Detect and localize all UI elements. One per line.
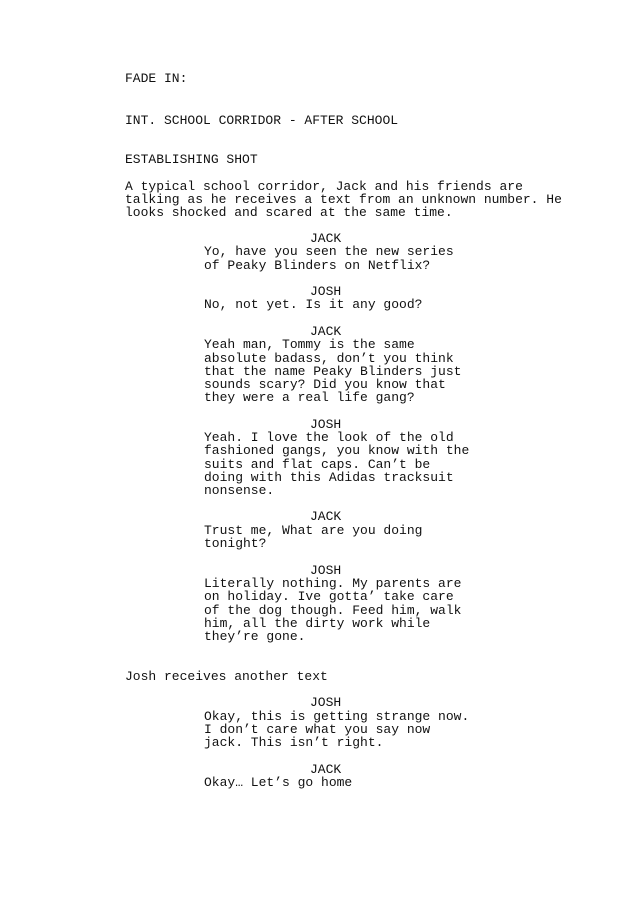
- dialogue-line: that the name Peaky Blinders just: [204, 364, 462, 379]
- dialogue-line: sounds scary? Did you know that: [204, 377, 446, 392]
- dialogue-line: they were a real life gang?: [204, 390, 415, 405]
- dialogue-line: him, all the dirty work while: [204, 616, 431, 631]
- dialogue-line: Yo, have you seen the new series: [204, 244, 454, 259]
- action-line: looks shocked and scared at the same time.: [125, 205, 453, 220]
- dialogue-line: of Peaky Blinders on Netflix?: [204, 258, 431, 273]
- character-name: JACK: [310, 509, 342, 524]
- character-name: JACK: [310, 231, 342, 246]
- dialogue-line: Yeah man, Tommy is the same: [204, 337, 415, 352]
- dialogue-line: tonight?: [204, 536, 267, 551]
- character-name: JOSH: [310, 563, 342, 578]
- dialogue-line: of the dog though. Feed him, walk: [204, 603, 462, 618]
- action-line: Josh receives another text: [125, 669, 328, 684]
- dialogue-line: fashioned gangs, you know with the: [204, 443, 470, 458]
- dialogue-line: jack. This isn’t right.: [204, 735, 384, 750]
- dialogue-line: Trust me, What are you doing: [204, 523, 423, 538]
- dialogue-line: suits and flat caps. Can’t be: [204, 457, 431, 472]
- action-line: A typical school corridor, Jack and his friends are: [125, 179, 523, 194]
- scene-heading: INT. SCHOOL CORRIDOR - AFTER SCHOOL: [125, 113, 399, 128]
- character-name: JOSH: [310, 417, 342, 432]
- dialogue-line: they’re gone.: [204, 629, 306, 644]
- dialogue-line: Okay… Let’s go home: [204, 775, 353, 790]
- dialogue-line: Okay, this is getting strange now.: [204, 709, 470, 724]
- dialogue-line: I don’t care what you say now: [204, 722, 431, 737]
- dialogue-line: absolute badass, don’t you think: [204, 351, 454, 366]
- character-name: JOSH: [310, 695, 342, 710]
- shot-heading: ESTABLISHING SHOT: [125, 152, 258, 167]
- dialogue-line: nonsense.: [204, 483, 275, 498]
- character-name: JACK: [310, 324, 342, 339]
- dialogue-line: doing with this Adidas tracksuit: [204, 470, 454, 485]
- dialogue-line: on holiday. Ive gotta’ take care: [204, 589, 454, 604]
- transition-fade-in: FADE IN:: [125, 71, 188, 86]
- character-name: JOSH: [310, 284, 342, 299]
- dialogue-line: No, not yet. Is it any good?: [204, 297, 423, 312]
- dialogue-line: Yeah. I love the look of the old: [204, 430, 454, 445]
- character-name: JACK: [310, 762, 342, 777]
- dialogue-line: Literally nothing. My parents are: [204, 576, 462, 591]
- action-line: talking as he receives a text from an unknown number. He: [125, 192, 562, 207]
